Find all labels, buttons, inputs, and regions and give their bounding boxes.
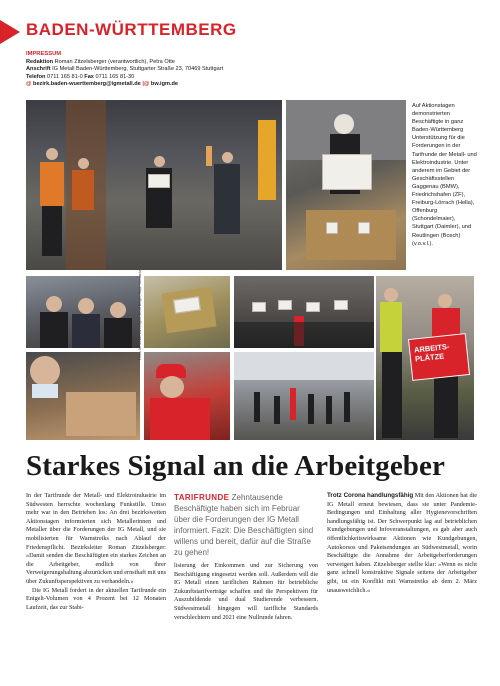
protest-sign	[334, 300, 348, 310]
subheading: Trotz Corona handlungsfähig	[327, 492, 414, 499]
article-headline: Starkes Signal an die Arbeitgeber	[26, 450, 445, 482]
person-face	[154, 156, 165, 167]
person-body	[72, 314, 100, 348]
person-face	[78, 298, 94, 314]
section-title: BADEN-WÜRTTEMBERG	[26, 20, 237, 39]
photo-yellow-post	[258, 120, 276, 200]
photo-masked-people-boxes	[26, 352, 140, 440]
impressum-redaktion: Redaktion Roman Zitzelsberger (verantwortlich), Petra Otte	[26, 58, 175, 65]
photo-gaggenau-bmw	[26, 100, 282, 270]
person	[344, 392, 350, 422]
article-column-2	[174, 492, 318, 622]
article-paragraph: lisierung der Einkommen und zur Sicherung von Beschäftigung eingesetzt werden soll. Außerdem will die IG Metall einen tariflichen Rahmen für betriebliche Zukunftstarifverträge schaffen und die Perspektiven für Auszubildende und dual Studierende verbessern. Südwestmetall hingegen will tarifliche Standards verschlechtern und 2021 eine Nullrunde fahren.	[174, 562, 318, 621]
article-paragraph: In der Tarifrunde der Metall- und Elektroindustrie im Südwesten herrschte wochenlang Funkstille. Umso mehr war in den Betrieben los: An drei bezirksweiten Aktionstagen informierten sich Metallerinnen und Metaller über die Forderungen der IG Metall, und sie mobilisierten für Warnstreiks nach Ablauf der Friedenspflicht. Bezirksleiter Roman Zitzelsberger: »Damit senden die Beschäftigten ein starkes Zeichen an die Arbeitgeber, endlich von ihrer Verweigerungshaltung abzurücken und ernsthaft mit uns über Zukunftsperspektiven zu verhandeln.«	[26, 492, 166, 585]
lead-keyword: TARIFRUNDE	[174, 493, 230, 502]
person-face	[30, 356, 60, 386]
photo-friedrichshafen-zf	[286, 100, 406, 270]
article-lead	[174, 492, 318, 558]
photo-street-march	[234, 352, 374, 440]
skeleton-head	[334, 114, 354, 134]
impressum-web	[26, 81, 346, 89]
person-legs	[42, 206, 62, 256]
impressum-anschrift: Anschrift IG Metall Baden-Württemberg, Stuttgarter Straße 23, 70469 Stuttgart	[26, 66, 224, 73]
article-column-1	[26, 492, 166, 612]
person-jacket	[380, 302, 402, 352]
cardboard-boxes	[66, 392, 136, 436]
photo-rally-signs	[234, 276, 374, 348]
face-mask	[32, 384, 58, 398]
protest-sign	[148, 174, 170, 188]
section-header	[0, 18, 500, 46]
photo-caption: Auf Aktionstagen demonstrierten Beschäftigte in ganz Baden-Württemberg Unterstützung für die Forderungen in der Tarifrunde der Metall- und Elektroindustrie. Unter anderem im Gebiet der Geschäftsstellen Gaggenau (BMW), Friedrichshafen (ZF), Freiburg-Lörrach (Hella), Offenburg (Schondelmaier), Stuttgart (Daimler), und Reutlingen (Bosch) (v.o.v.l.).	[412, 103, 477, 247]
person-face	[222, 152, 233, 163]
email-link[interactable]: bezirk.baden-wuerttemberg@igmetall.de	[33, 81, 141, 88]
person-red	[290, 388, 296, 420]
person-legs	[382, 352, 402, 438]
torch	[206, 146, 212, 166]
person	[308, 394, 314, 424]
protest-sign	[252, 302, 266, 312]
person-face	[46, 148, 58, 160]
photo-red-cap-person	[144, 352, 230, 440]
impressum	[26, 51, 346, 89]
protest-sign	[278, 300, 292, 310]
lead-text: Zehntausende Beschäftigte haben sich im Februar über die Forderungen der IG Metall informiert. Fazit: Die Beschäftigten sind willens und bereit, dafür auf die Straße zu gehen!	[174, 493, 314, 557]
person-face	[78, 158, 89, 169]
protest-sign	[306, 302, 320, 312]
person-jacket	[150, 398, 210, 440]
person	[274, 396, 280, 424]
person-body	[104, 318, 132, 348]
article-column-3	[327, 492, 477, 595]
box-label	[358, 222, 370, 234]
person-face	[438, 294, 452, 308]
person	[254, 392, 260, 422]
web-icon: |@	[142, 81, 150, 88]
article-paragraph: Die IG Metall fordert in der aktuellen Tarifrunde ein Entgelt-Volumen von 4 Prozent bei 12 Monaten Laufzeit, das zur Stabi-	[26, 586, 166, 611]
person-vest	[40, 162, 64, 206]
article-paragraph: Trotz Corona handlungsfähig Mit den Aktionen hat die IG Metall erneut bewiesen, dass sie unter Pandemie-Bedingungen und Einhaltung aller Hygienevorschriften handlungsfähig ist. Der Schwerpunkt lag auf betrieblichen Kundgebungen und Infoveranstaltungen, es gab aber auch öffentlichkeitswirksame Aktionen wie Kundgebungen, Autokorsos und Paketsendungen an Südwestmetall, worin Beschäftigte die Annahme der Arbeitgeberforderungen verweigert haben. Zitzelsberger stellte klar: »Wenn es nicht ganz schnell konstruktive Signale seitens der Arbeitgeber gibt, ist ein Konflikt mit Warnstreiks ab dem 2. März unausweichlich.«	[327, 492, 477, 594]
red-triangle-marker	[0, 20, 20, 44]
photo-packages	[144, 276, 230, 348]
person-face	[384, 288, 398, 302]
arbeitsplaetze-sign: ARBEITS-PLÄTZE	[408, 333, 470, 381]
email-icon: @	[26, 81, 32, 88]
impressum-heading: IMPRESSUM	[26, 51, 62, 57]
person-face	[46, 296, 62, 312]
impressum-telefon: Telefon 0711 165 81-0 Fax 0711 165 81-30	[26, 73, 135, 80]
sky	[234, 352, 374, 380]
person-body	[40, 312, 68, 348]
protest-sign	[322, 154, 372, 190]
cardboard-box	[306, 210, 396, 260]
person-vest	[72, 170, 94, 210]
photo-credit: Fotos: IG Metall, Lars Kilgus, Jorim Burger, Ralph Schwantz	[138, 269, 142, 360]
photo-group-masks	[26, 276, 140, 348]
person-body	[214, 164, 240, 234]
person-face	[160, 376, 184, 398]
person-face	[110, 302, 126, 318]
person	[326, 396, 332, 424]
website-link[interactable]: bw.igm.de	[150, 81, 179, 88]
box-label	[326, 222, 338, 234]
crowd	[234, 322, 374, 348]
